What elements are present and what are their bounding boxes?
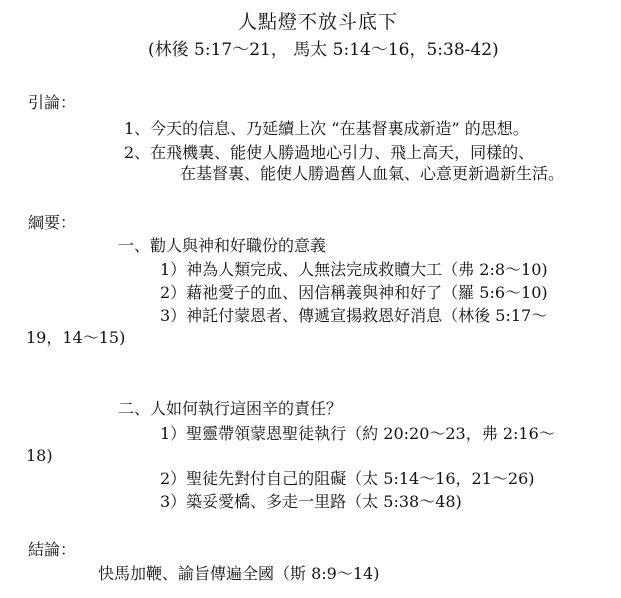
outline-item: 3）築妥愛橋、多走一里路（太 5:38～48) bbox=[160, 492, 462, 511]
outline-item: 1）神為人類完成、人無法完成救贖大工（弗 2:8～10) bbox=[160, 260, 548, 279]
intro-label: 引論： bbox=[28, 93, 77, 112]
intro-point-continuation: 在基督裏、能使人勝過舊人血氣、心意更新過新生活。 bbox=[180, 164, 565, 183]
outline-label: 綱要： bbox=[28, 213, 77, 232]
outline-item: 2）藉祂愛子的血、因信稱義與神和好了（羅 5:6～10) bbox=[160, 283, 548, 302]
conclusion-text: 快馬加鞭、諭旨傳遍全國（斯 8:9～14) bbox=[98, 564, 380, 583]
section-heading: 二、人如何執行這困辛的責任？ bbox=[118, 399, 343, 418]
outline-item: 2）聖徒先對付自己的阻礙（太 5:14～16，21～26) bbox=[160, 469, 535, 488]
scripture-reference: (林後 5:17～21， 馬太 5:14～16，5:38-42) bbox=[148, 40, 499, 60]
section-heading: 一、勸人與神和好職份的意義 bbox=[118, 236, 327, 255]
intro-point: 2、在飛機裏、能使人勝過地心引力、飛上高天，同樣的、 bbox=[124, 143, 535, 162]
outline-item-continuation: 18) bbox=[26, 446, 53, 465]
outline-item: 1）聖靈帶領蒙恩聖徒執行（約 20:20～23，弗 2:16～ bbox=[160, 424, 555, 443]
intro-point: 1、今天的信息、乃延續上次 “在基督裏成新造” 的思想。 bbox=[124, 119, 529, 138]
conclusion-label: 結論： bbox=[28, 540, 77, 559]
outline-item: 3）神託付蒙恩者、傳遞宣揚救恩好消息（林後 5:17～ bbox=[160, 306, 548, 325]
document-title: 人點燈不放斗底下 bbox=[238, 11, 399, 33]
outline-item-continuation: 19，14～15) bbox=[26, 328, 126, 347]
